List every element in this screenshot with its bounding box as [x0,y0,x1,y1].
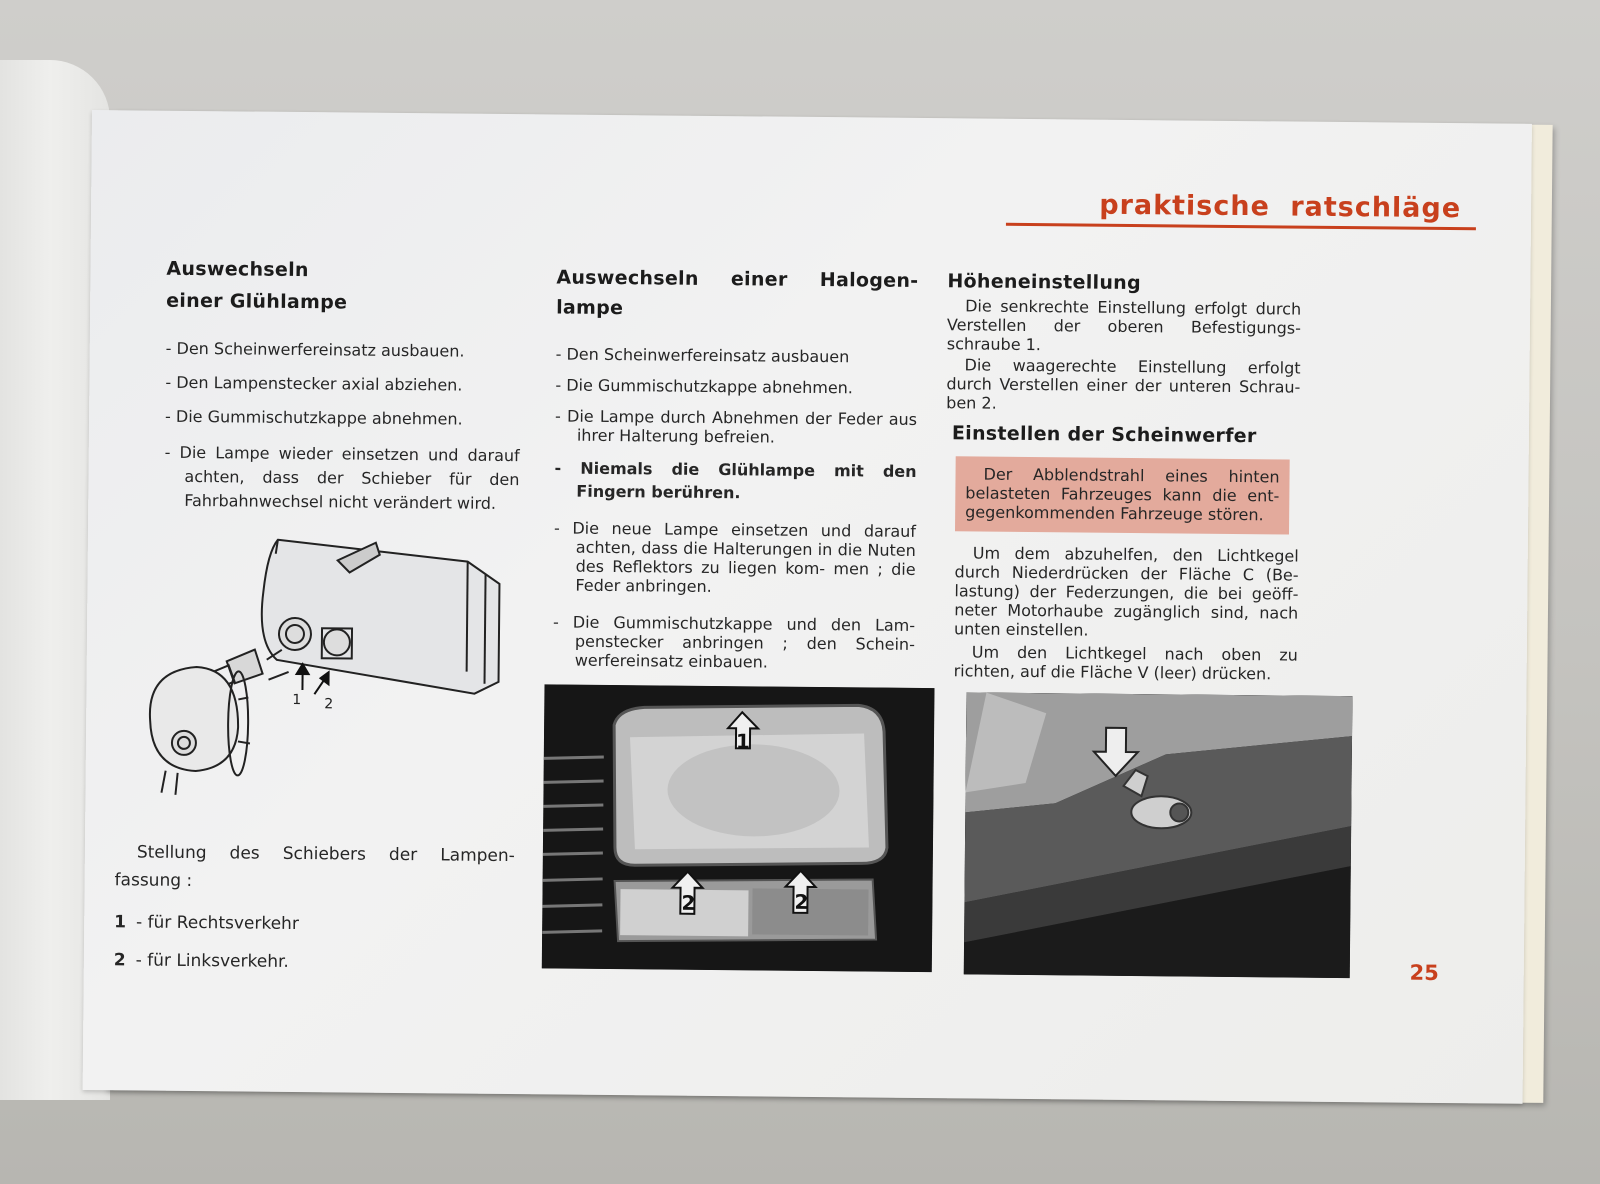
warning-text: Der Abblendstrahl eines hinten belasteten Fahrzeuges kann die ent- gegenkommenden Fahrzeuge stören. [965,464,1280,525]
column-height-adjustment [944,268,1302,683]
warning-box [955,456,1290,534]
photo-label-2b: 2 [794,889,809,914]
manual-page [83,110,1532,1104]
step-text: - Die Gummischutzkappe und den Lam- penstecker anbringen ; den Schein- werfereinsatz einbauen. [553,612,916,672]
paragraph: Um dem abzuhelfen, den Lichtkegel durch Niederdrücken der Fläche C (Be- lastung) der Federzungen, die bei geöff- neter Motorhaube zugänglich sind, nach unten einstellen. [953,543,1299,640]
legend-text: - für Rechtsverkehr [135,912,299,935]
diagram-label-1: 1 [292,691,302,709]
paragraph: Die senkrechte Einstellung erfolgt durch Verstellen der oberen Befestigungs- schraube 1. [946,296,1302,355]
legend-key: 2 [113,950,126,971]
column-halogen-replacement [553,262,919,672]
step-text: - Den Scheinwerfereinsatz ausbauen. [165,338,465,361]
step-text: - Die Gummischutzkappe abnehmen. [164,406,463,429]
headlamp-photo [542,684,935,972]
paragraph: Um den Lichtkegel nach oben zu richten, auf die Fläche V (leer) drücken. [953,642,1298,684]
step-text: - Die Lampe wieder einsetzen und darauf achten, dass der Schieber für den Fahrbahnwechsel nicht verändert wird. [164,442,520,513]
heading-halogen: Auswechseln einer Halogen- lampe [556,266,919,320]
heading-bulb-line1: Auswechseln [166,257,309,282]
column-bulb-replacement [164,253,521,516]
legend-key: 1 [114,912,127,933]
paragraph: Die waagerechte Einstellung erfolgt durch Verstellen einer der unteren Schrau- ben 2. [946,355,1301,413]
legend-text: - für Linksverkehr. [135,950,289,972]
legend-item [114,950,514,974]
photo-label-2a: 2 [681,890,696,915]
step-text: - Die Lampe durch Abnehmen der Feder aus ihrer Halterung befreien. [554,406,918,447]
section-title-rule [1006,223,1476,231]
step-text: - Den Lampenstecker axial abziehen. [165,372,463,395]
headlamp-diagram [125,530,528,824]
caption-text: Stellung des Schiebers der Lampen- fassung : [114,842,515,891]
heading-height-adjustment: Höheneinstellung [947,270,1142,295]
page-number: 25 [1409,960,1439,985]
section-title: praktische ratschläge [1099,189,1462,225]
step-text: - Die Gummischutzkappe abnehmen. [555,375,854,398]
step-text: - Die neue Lampe einsetzen und darauf achten, dass die Halterungen in die Nuten des Reflektors zu liegen kom- men ; die Feder anbringen. [553,518,917,596]
warning-step-text: - Niemals die Glühlampe mit den Fingern berühren. [554,458,917,503]
heading-headlamp-setting: Einstellen der Scheinwerfer [951,422,1257,448]
step-text: - Den Scheinwerfereinsatz ausbauen [555,344,850,367]
photo-label-1: 1 [735,729,751,754]
slider-caption [114,838,515,974]
heading-bulb-line2: einer Glühlampe [166,289,348,314]
diagram-label-2: 2 [324,696,334,713]
legend-item [114,912,514,936]
engine-bay-photo [964,692,1353,978]
